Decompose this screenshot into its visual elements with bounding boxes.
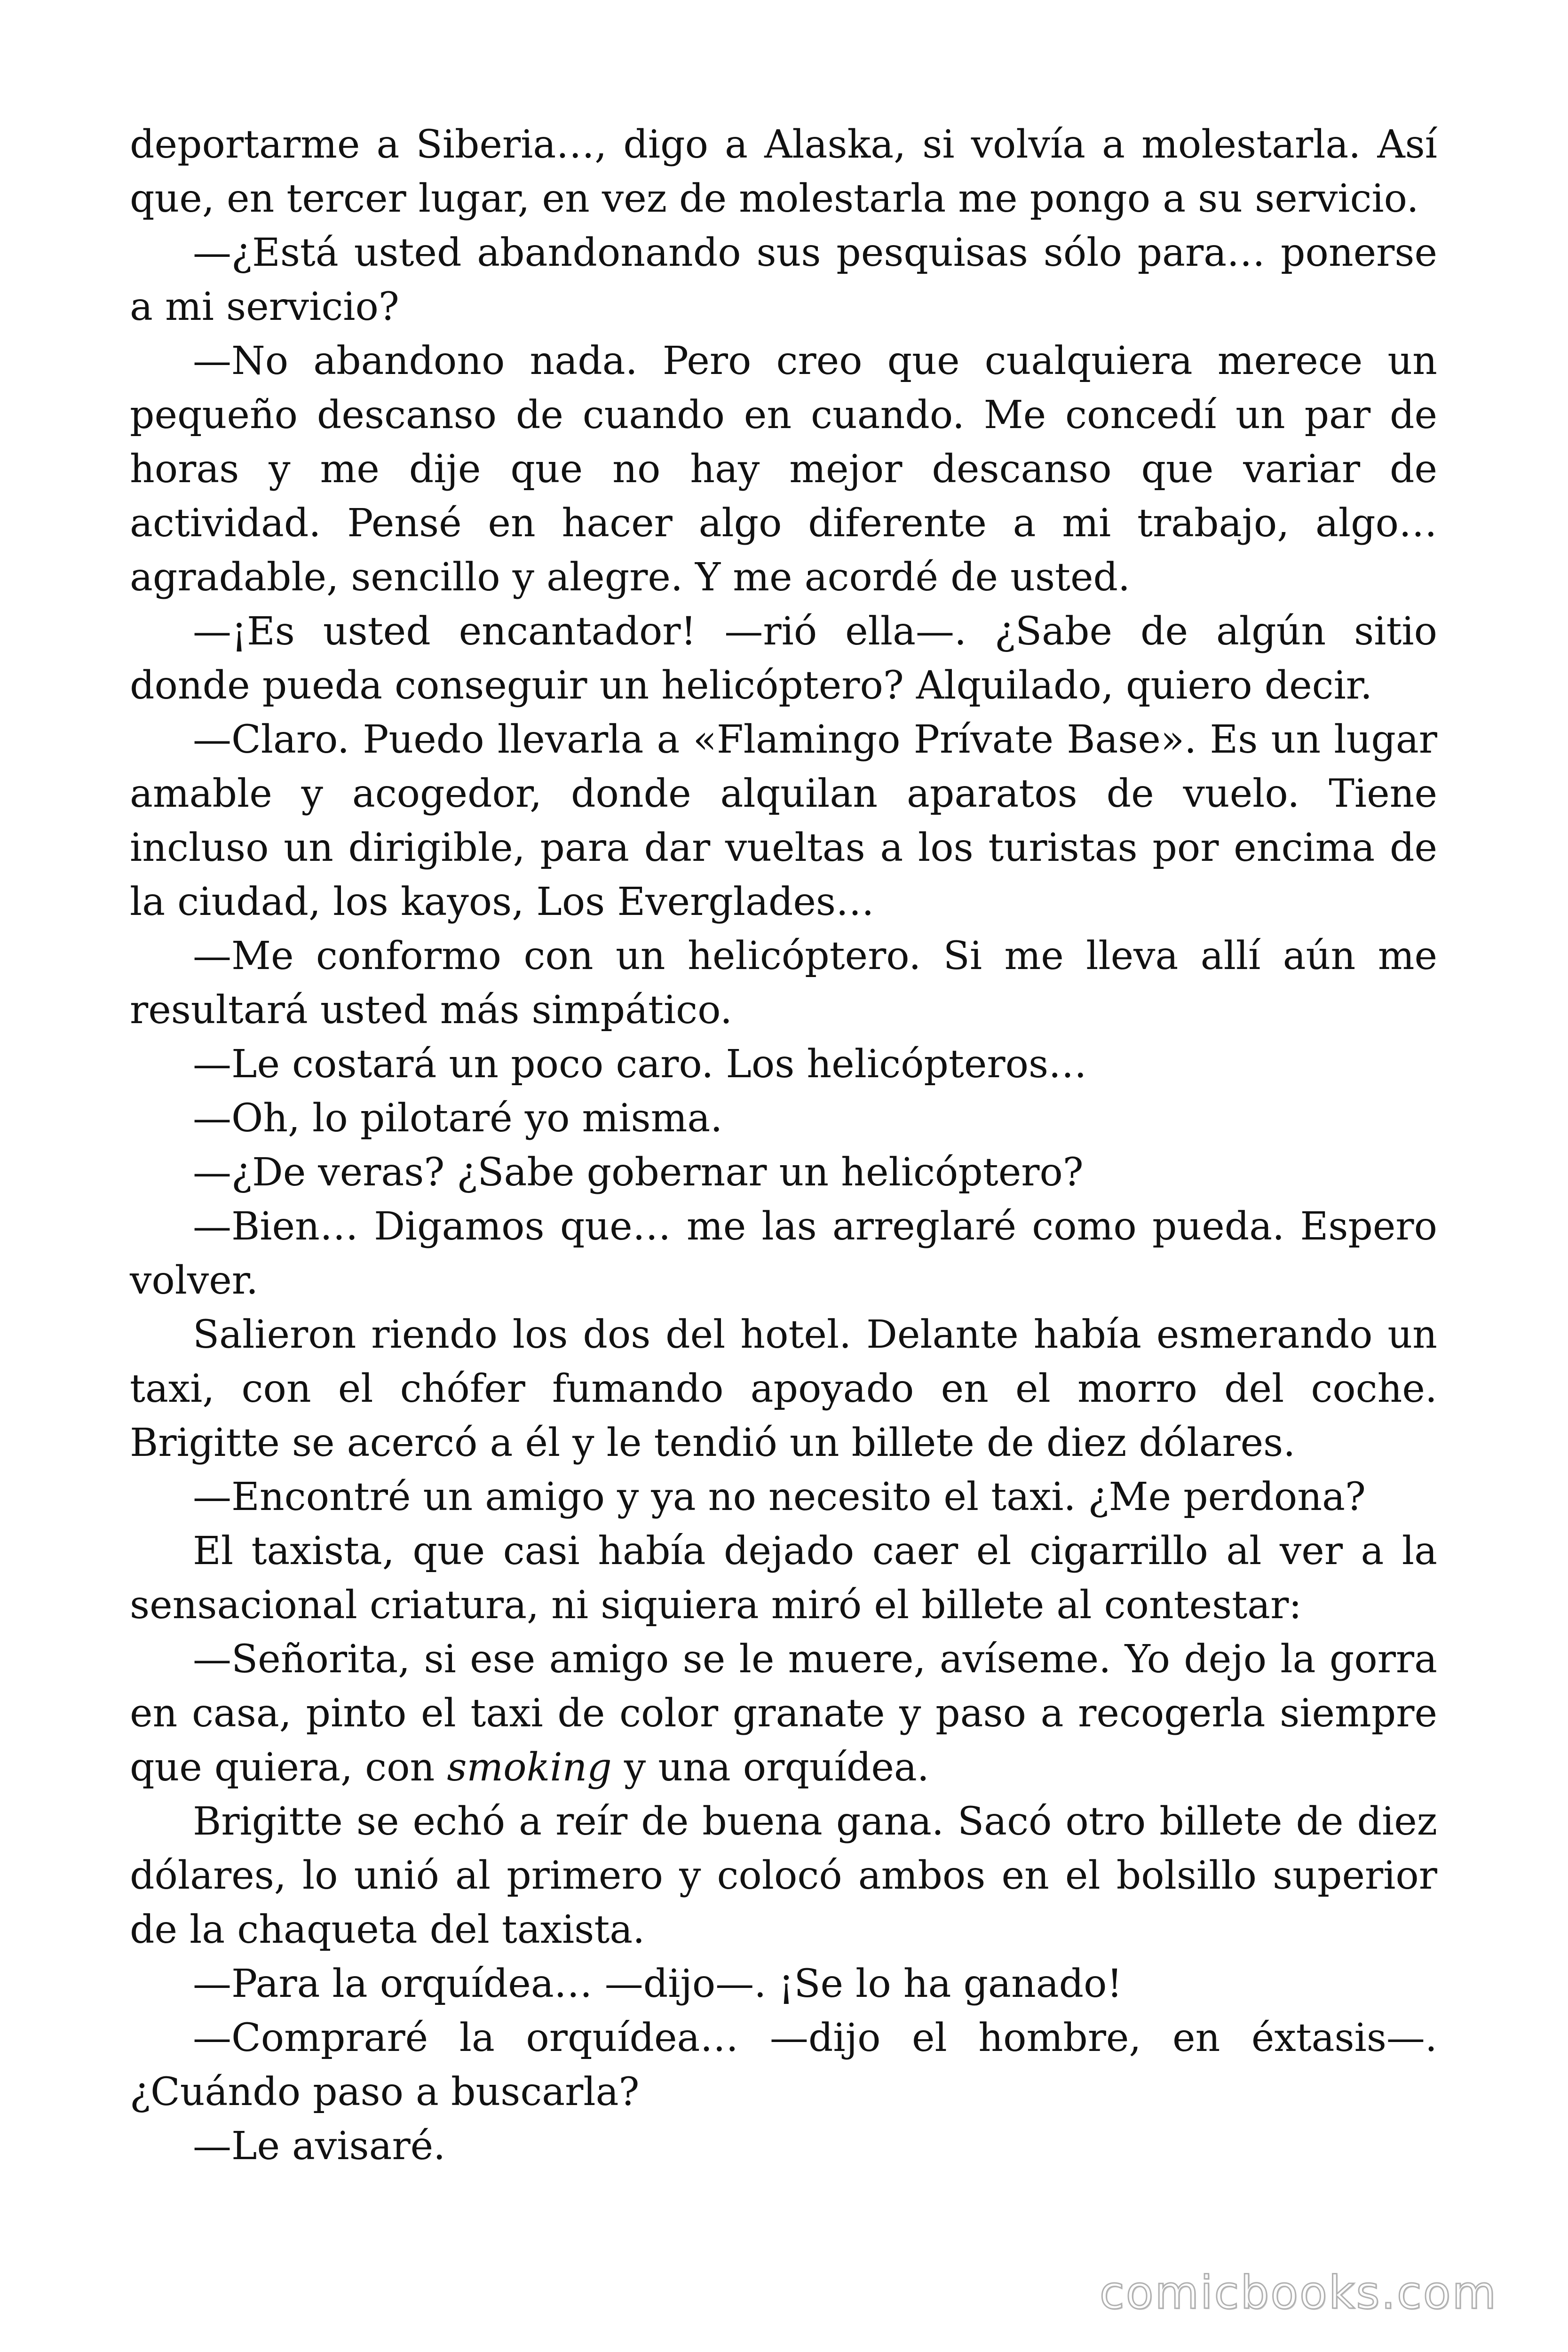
paragraph: —Encontré un amigo y ya no necesito el taxi. ¿Me perdona? [193, 1475, 1366, 1519]
paragraph: deportarme a Siberia…, digo a Alaska, si volvía a molestarla. Así que, en tercer lugar, en vez de molestarla me pongo a su servicio. [130, 122, 1437, 221]
italic-word: smoking [447, 1745, 612, 1790]
text-segment: y una orquídea. [611, 1745, 929, 1790]
paragraph: —¿De veras? ¿Sabe gobernar un helicóptero? [193, 1150, 1084, 1195]
paragraph: —Para la orquídea… —dijo—. ¡Se lo ha ganado! [193, 1962, 1123, 2006]
paragraph: —Le avisaré. [193, 2124, 446, 2169]
paragraph: —Oh, lo pilotaré yo misma. [193, 1096, 723, 1141]
paragraph-with-italic [130, 1632, 1437, 1795]
paragraph: —Compraré la orquídea… —dijo el hombre, en éxtasis—. ¿Cuándo paso a buscarla? [130, 2016, 1437, 2114]
paragraph: —Me conformo con un helicóptero. Si me lleva allí aún me resultará usted más simpático. [130, 934, 1437, 1033]
paragraph: —Claro. Puedo llevarla a «Flamingo Prívate Base». Es un lugar amable y acogedor, donde alquilan aparatos de vuelo. Tiene incluso un dirigible, para dar vueltas a los turistas por encima de la ciudad, los kayos, Los Everglades… [130, 717, 1437, 924]
paragraph: El taxista, que casi había dejado caer el cigarrillo al ver a la sensacional criatura, ni siquiera miró el billete al contestar: [130, 1529, 1437, 1628]
page-text-body [130, 118, 1437, 2173]
paragraph: Salieron riendo los dos del hotel. Delante había esmerando un taxi, con el chófer fumando apoyado en el morro del coche. Brigitte se acercó a él y le tendió un billete de diez dólares. [130, 1312, 1437, 1465]
paragraph: —¡Es usted encantador! —rió ella—. ¿Sabe de algún sitio donde pueda conseguir un helicóptero? Alquilado, quiero decir. [130, 609, 1437, 708]
watermark-logo: comicbooks.com [1099, 2266, 1497, 2319]
paragraph: —No abandono nada. Pero creo que cualquiera merece un pequeño descanso de cuando en cuando. Me concedí un par de horas y me dije que no hay mejor descanso que variar de actividad. Pensé en hacer algo diferente a mi trabajo, algo… agradable, sencillo y alegre. Y me acordé de usted. [130, 339, 1437, 600]
paragraph: —Le costará un poco caro. Los helicópteros… [193, 1042, 1087, 1087]
paragraph: —Bien… Digamos que… me las arreglaré como pueda. Espero volver. [130, 1204, 1437, 1303]
text-segment: —Señorita, si ese amigo se le muere, avíseme. Yo dejo la gorra en casa, pinto el taxi de color granate y paso a recogerla siempre que quiera, con [130, 1637, 1437, 1790]
paragraph: —¿Está usted abandonando sus pesquisas sólo para… ponerse a mi servicio? [130, 230, 1437, 329]
paragraph: Brigitte se echó a reír de buena gana. Sacó otro billete de diez dólares, lo unió al primero y colocó ambos en el bolsillo superior de la chaqueta del taxista. [130, 1799, 1437, 1952]
